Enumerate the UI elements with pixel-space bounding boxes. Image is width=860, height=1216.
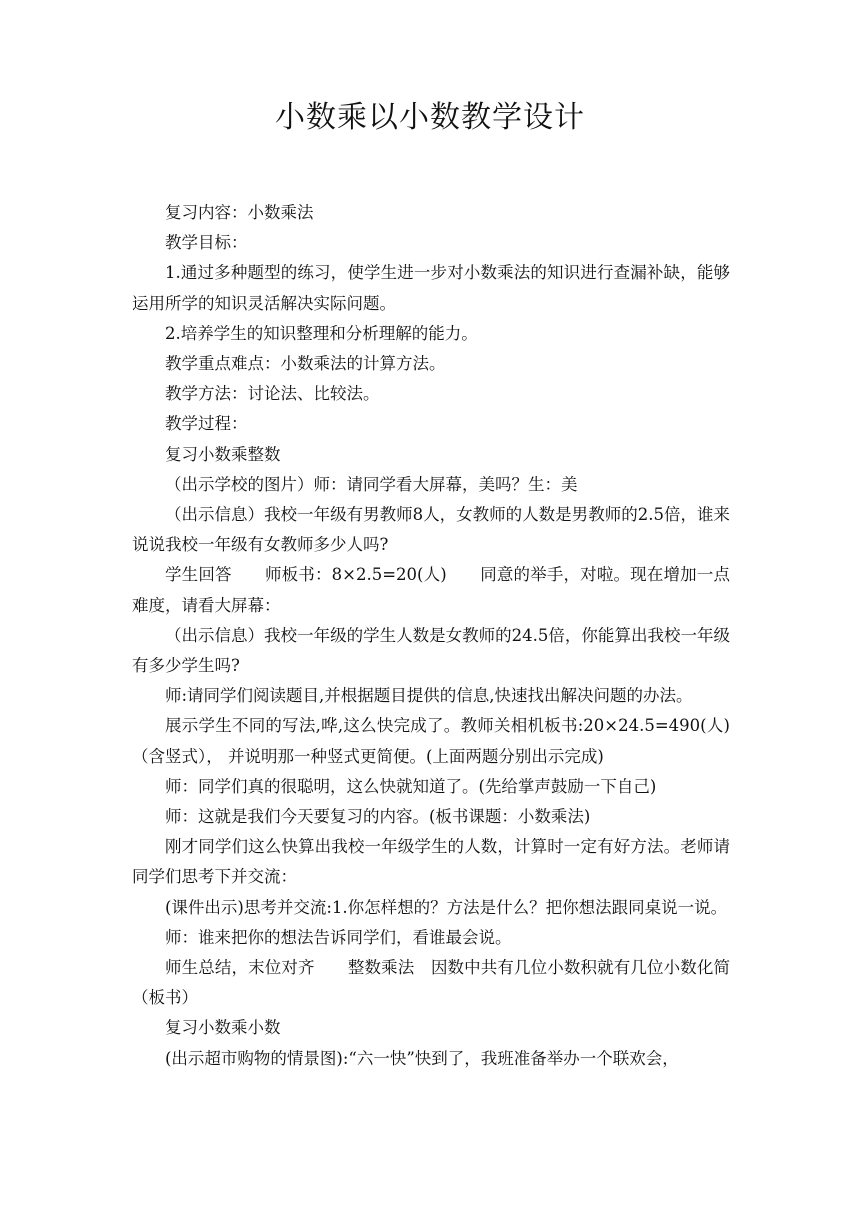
paragraph-goal-2: 2.培养学生的知识整理和分析理解的能力。 xyxy=(165,323,478,343)
paragraph-section-decimal-times-integer: 复习小数乘整数 xyxy=(165,444,281,464)
paragraph-goal-1: 1.通过多种题型的练习，使学生进一步对小数乘法的知识进行查漏补缺，能够运用所学的知识灵活解决实际问题。 xyxy=(132,263,730,313)
paragraph-courseware-question: (课件出示)思考并交流:1.你怎样想的？方法是什么？把你想法跟同桌说一说。 xyxy=(165,897,728,917)
paragraph-supermarket-scene: (出示超市购物的情景图):“六一快”快到了，我班准备举办一个联欢会， xyxy=(165,1048,679,1068)
paragraph-student-answer: 学生回答 师板书：8×2.5=20(人) 同意的举手，对啦。现在增加一点难度，请看大屏幕： xyxy=(132,565,730,615)
paragraph-think-and-discuss: 刚才同学们这么快算出我校一年级学生的人数，计算时一定有好方法。老师请同学们思考下并交流： xyxy=(132,837,730,887)
paragraph-key-difficulty: 教学重点难点：小数乘法的计算方法。 xyxy=(165,354,446,374)
document-body xyxy=(132,198,730,1074)
paragraph-teaching-goals-heading: 教学目标： xyxy=(165,233,248,253)
paragraph-read-problem: 师:请同学们阅读题目,并根据题目提供的信息,快速找出解决问题的办法。 xyxy=(165,686,693,706)
paragraph-student-count-question: （出示信息）我校一年级的学生人数是女教师的24.5倍，你能算出我校一年级有多少学生吗? xyxy=(132,625,730,676)
document-title: 小数乘以小数教学设计 xyxy=(275,100,585,135)
paragraph-section-decimal-times-decimal: 复习小数乘小数 xyxy=(165,1018,281,1038)
paragraph-todays-topic: 师：这就是我们今天要复习的内容。(板书课题：小数乘法) xyxy=(165,807,591,827)
paragraph-share-ideas: 师：谁来把你的想法告诉同学们，看谁最会说。 xyxy=(165,927,512,947)
paragraph-show-solutions: 展示学生不同的写法,哗,这么快完成了。教师关相机板书:20×24.5=490(人)（含竖式）， 并说明那一种竖式更简便。(上面两题分别出示完成) xyxy=(132,716,730,766)
paragraph-praise: 师：同学们真的很聪明，这么快就知道了。(先给掌声鼓励一下自己) xyxy=(165,776,657,796)
paragraph-summary: 师生总结，末位对齐 整数乘法 因数中共有几位小数积就有几位小数化简（板书） xyxy=(132,958,730,1008)
paragraph-review-content: 复习内容：小数乘法 xyxy=(165,203,314,222)
paragraph-show-school-picture: （出示学校的图片）师：请同学看大屏幕，美吗？生：美 xyxy=(165,474,578,494)
paragraph-teaching-method: 教学方法：讨论法、比较法。 xyxy=(165,384,380,404)
paragraph-teaching-process-heading: 教学过程： xyxy=(165,414,248,434)
paragraph-female-teachers-question: （出示信息）我校一年级有男教师8人，女教师的人数是男教师的2.5倍，谁来说说我校一年级有女教师多少人吗? xyxy=(132,505,730,555)
